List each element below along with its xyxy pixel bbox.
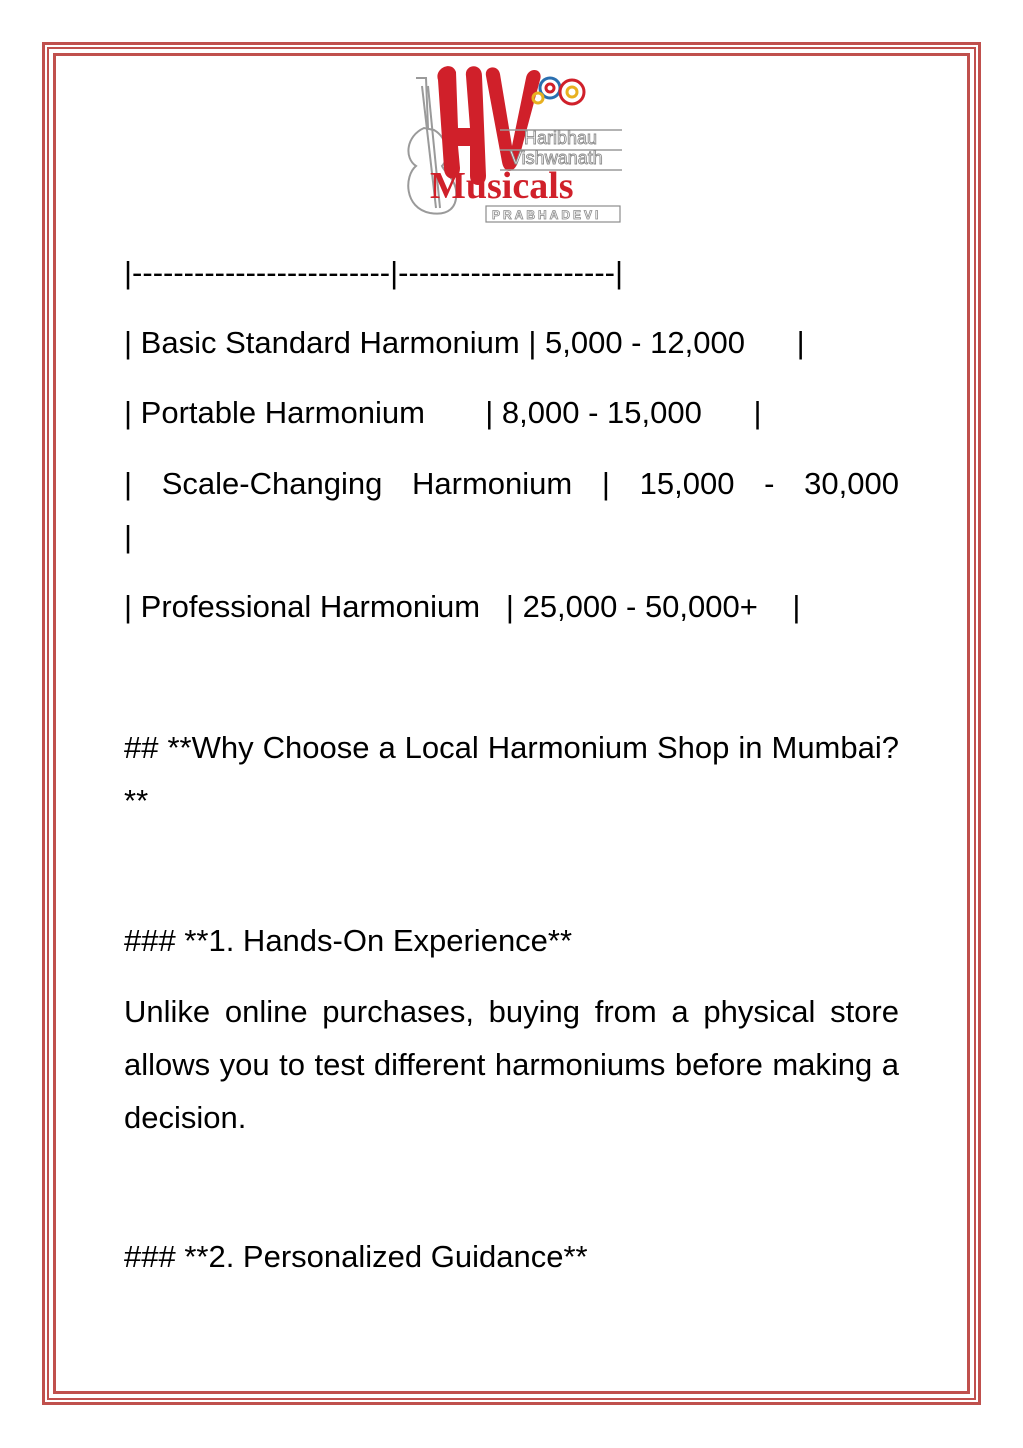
hv-musicals-logo [400, 58, 625, 226]
paragraph-hands-on: Unlike online purchases, buying from a physical store allows you to test different harmoniums before making a decision. [124, 994, 899, 1135]
logo-line1: Haribhau [524, 128, 598, 148]
table-row-professional: | Professional Harmonium | 25,000 - 50,000+ | [124, 589, 801, 624]
logo-line3: Musicals [430, 165, 574, 207]
logo-line2: Vishwanath [510, 148, 603, 168]
heading-why-choose: ## **Why Choose a Local Harmonium Shop in Mumbai?** [124, 730, 899, 818]
table-separator-line: |-------------------------|---------------------| [124, 255, 624, 290]
table-row-scale-changing-tail: | [124, 519, 133, 554]
table-row-basic: | Basic Standard Harmonium | 5,000 - 12,000 | [124, 325, 805, 360]
swirl-ornament-icon [533, 78, 584, 104]
table-row-scale-changing: | Scale-Changing Harmonium | 15,000 - 30,000 [124, 466, 899, 501]
heading-personalized-guidance: ### **2. Personalized Guidance** [124, 1239, 588, 1274]
table-row-portable: | Portable Harmonium | 8,000 - 15,000 | [124, 395, 762, 430]
heading-hands-on: ### **1. Hands-On Experience** [124, 923, 573, 958]
logo-line4: PRABHADEVI [492, 208, 602, 222]
